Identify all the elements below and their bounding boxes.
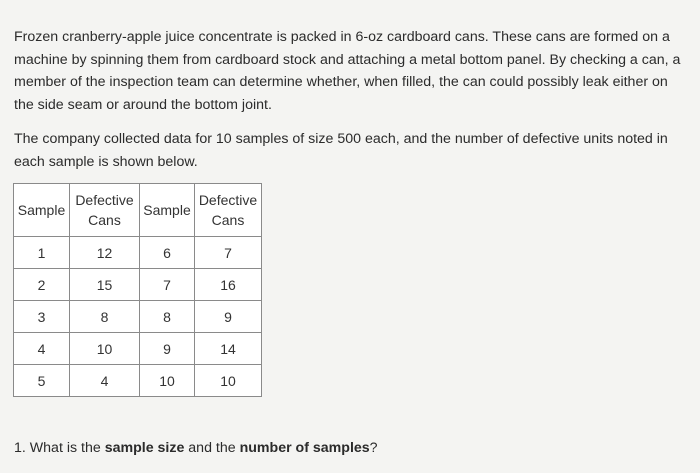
defective-count: 7 bbox=[195, 237, 262, 269]
header-defective-cans-1: Defective Cans bbox=[70, 184, 140, 237]
sample-number: 4 bbox=[14, 333, 70, 365]
defective-count: 8 bbox=[70, 301, 140, 333]
defective-count: 10 bbox=[195, 365, 262, 397]
data-description-paragraph: The company collected data for 10 samples of size 500 each, and the number of defective units noted in each sample is shown below. bbox=[14, 131, 668, 170]
table-header-row bbox=[14, 184, 262, 237]
table-row bbox=[14, 365, 262, 397]
sample-number: 3 bbox=[14, 301, 70, 333]
question-emphasis-sample-size: sample size bbox=[104, 440, 185, 456]
sample-number: 9 bbox=[140, 333, 195, 365]
defective-count: 10 bbox=[70, 333, 140, 365]
intro-paragraph: Frozen cranberry-apple juice concentrate is packed in 6-oz cardboard cans. These cans are formed on a machine by spinning them from cardboard stock and attaching a metal bottom panel. By checking a can, a member of the inspection team can determine whether, when filled, the can could possibly leak either on the side seam or around the bottom joint. bbox=[14, 29, 681, 113]
sample-number: 6 bbox=[140, 237, 195, 269]
sample-number: 7 bbox=[140, 269, 195, 301]
sample-number: 5 bbox=[14, 365, 70, 397]
defective-count: 12 bbox=[70, 237, 140, 269]
sample-number: 2 bbox=[14, 269, 70, 301]
header-sample-2: Sample bbox=[140, 184, 195, 237]
question-emphasis-number-of-samples: number of samples bbox=[239, 440, 370, 456]
table-row bbox=[14, 269, 262, 301]
defective-count: 16 bbox=[195, 269, 262, 301]
defective-cans-table bbox=[13, 183, 262, 397]
sample-number: 8 bbox=[140, 301, 195, 333]
question-1: 1. What is the sample size and the number of samples? bbox=[14, 440, 378, 456]
defective-count: 14 bbox=[195, 333, 262, 365]
table-row bbox=[14, 237, 262, 269]
defective-count: 9 bbox=[195, 301, 262, 333]
header-sample-1: Sample bbox=[14, 184, 70, 237]
defective-count: 15 bbox=[70, 269, 140, 301]
sample-number: 1 bbox=[14, 237, 70, 269]
header-defective-cans-2: Defective Cans bbox=[195, 184, 262, 237]
table-row bbox=[14, 333, 262, 365]
defective-count: 4 bbox=[70, 365, 140, 397]
sample-number: 10 bbox=[140, 365, 195, 397]
table-row bbox=[14, 301, 262, 333]
